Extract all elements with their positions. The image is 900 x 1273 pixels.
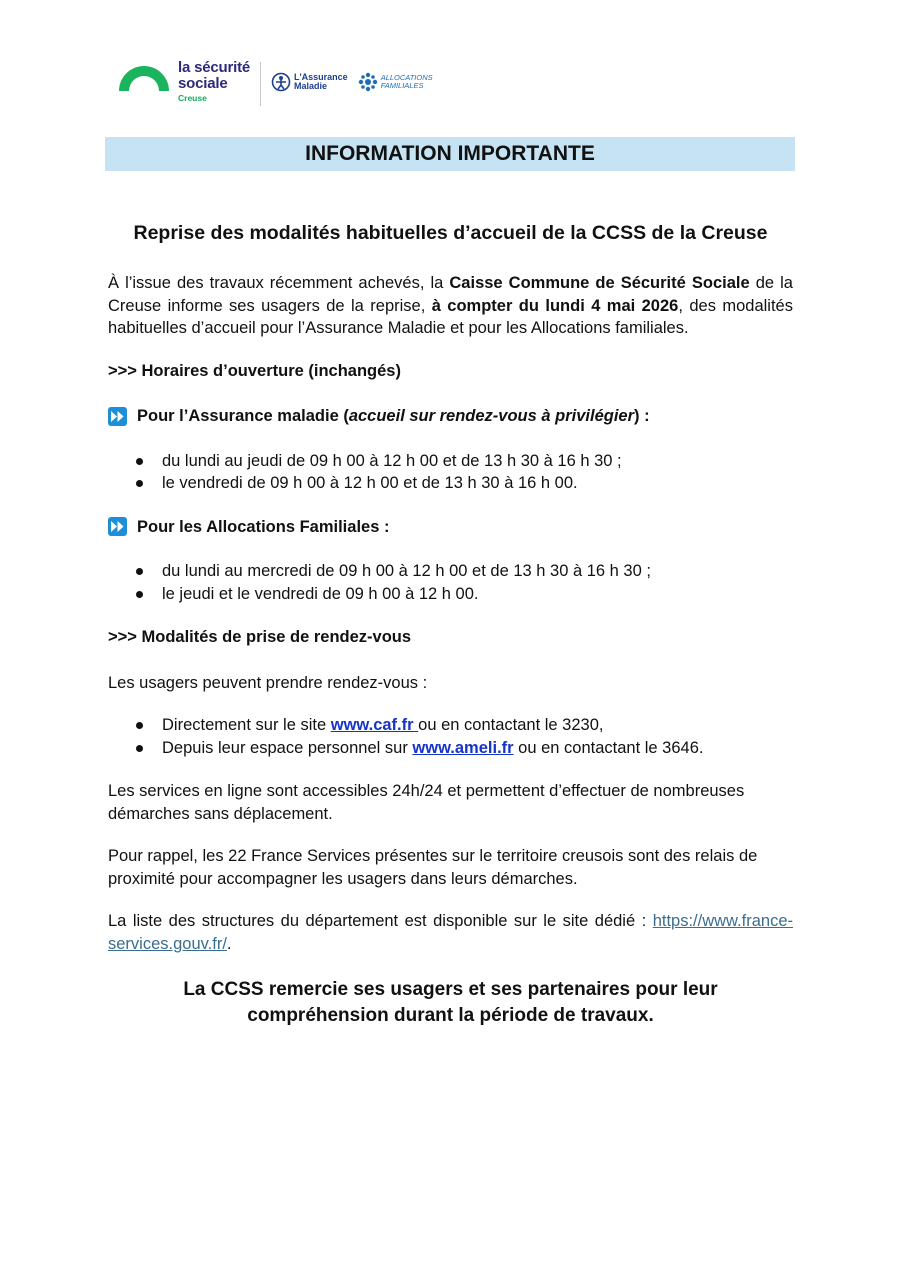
france-services-link[interactable]: https://www.france-services.gouv.fr/ (108, 912, 793, 953)
am-heading (108, 405, 793, 428)
list-item: du lundi au mercredi de 09 h 00 à 12 h 00 et de 13 h 30 à 16 h 30 ; (162, 560, 793, 583)
intro-text-1: À l’issue des travaux récemment achevés, la (108, 274, 450, 292)
intro-text-2: de la Creuse informe ses usagers de la reprise, (108, 274, 793, 315)
header-logos (117, 60, 433, 106)
af-heading-label: Pour les Allocations Familiales : (137, 517, 390, 536)
af-heading (108, 516, 793, 539)
rdv-intro: Les usagers peuvent prendre rendez-vous : (108, 673, 428, 692)
rdv-list (108, 714, 793, 759)
fast-forward-icon (108, 517, 127, 536)
secu-dept: Creuse (178, 93, 207, 103)
af-hours-list (108, 560, 793, 605)
list-text: La liste des structures du département est disponible sur le site dédié : (108, 912, 653, 930)
reminder-paragraph: Pour rappel, les 22 France Services présentes sur le territoire creusois sont des relais de proximité pour accompagner les usagers dans leurs démarches. (108, 847, 758, 888)
caf-link[interactable]: www.caf.fr (330, 716, 419, 734)
list-item: le jeudi et le vendredi de 09 h 00 à 12 h 00. (162, 583, 793, 606)
list-item (162, 714, 793, 737)
fast-forward-icon (108, 407, 127, 426)
rdv-item-text: ou en contactant le 3230, (418, 716, 604, 734)
intro-org: Caisse Commune de Sécurité Sociale (449, 274, 750, 292)
list-item (162, 737, 793, 760)
secu-line1: la sécurité (178, 59, 251, 76)
rdv-heading: >>> Modalités de prise de rendez-vous (108, 628, 412, 646)
assurance-maladie-logo (271, 72, 348, 92)
document-title: Reprise des modalités habituelles d’accueil de la CCSS de la Creuse (133, 222, 768, 244)
securite-sociale-logo (117, 60, 250, 104)
intro-text-3: , des modalités habituelles d’accueil pour l’Assurance Maladie et pour les Allocations familiales. (108, 296, 793, 337)
assurance-maladie-icon (271, 72, 291, 92)
closing-line2: compréhension durant la période de travaux. (247, 1005, 654, 1026)
am-hours-list (108, 450, 793, 495)
logo-divider (260, 62, 261, 106)
intro-paragraph (108, 272, 793, 340)
document-body (108, 220, 793, 1029)
am-line1: L'Assurance (294, 71, 348, 82)
online-paragraph: Les services en ligne sont accessibles 24h/24 et permettent d’effectuer de nombreuses démarches sans déplacement. (108, 782, 745, 823)
af-line2: FAMILIALES (380, 81, 424, 90)
rdv-item-text: Depuis leur espace personnel sur (162, 738, 413, 757)
am-heading-em: accueil sur rendez-vous à privilégier (348, 407, 635, 425)
secu-line2: sociale (178, 75, 228, 92)
hours-heading: >>> Horaires d’ouverture (inchangés) (108, 361, 401, 380)
list-item: du lundi au jeudi de 09 h 00 à 12 h 00 et de 13 h 30 à 16 h 30 ; (162, 450, 793, 473)
af-line1: ALLOCATIONS (380, 73, 433, 82)
important-banner: INFORMATION IMPORTANTE (105, 137, 795, 171)
am-heading-post: ) : (634, 407, 650, 425)
am-line2: Maladie (294, 81, 328, 91)
closing-message (108, 977, 793, 1029)
closing-line1: La CCSS remercie ses usagers et ses partenaires pour leur (183, 979, 718, 1000)
allocations-familiales-icon (358, 72, 378, 92)
list-end: . (226, 934, 232, 953)
list-item: le vendredi de 09 h 00 à 12 h 00 et de 13 h 30 à 16 h 00. (162, 472, 793, 495)
rdv-item-text: ou en contactant le 3646. (513, 738, 704, 757)
list-paragraph (108, 910, 793, 955)
am-heading-pre: Pour l’Assurance maladie ( (137, 407, 349, 425)
rdv-item-text: Directement sur le site (162, 716, 331, 734)
intro-date: à compter du lundi 4 mai 2026 (431, 296, 679, 315)
ameli-link[interactable]: www.ameli.fr (412, 738, 514, 757)
allocations-familiales-logo (358, 72, 433, 92)
arch-logo-icon (117, 64, 171, 92)
